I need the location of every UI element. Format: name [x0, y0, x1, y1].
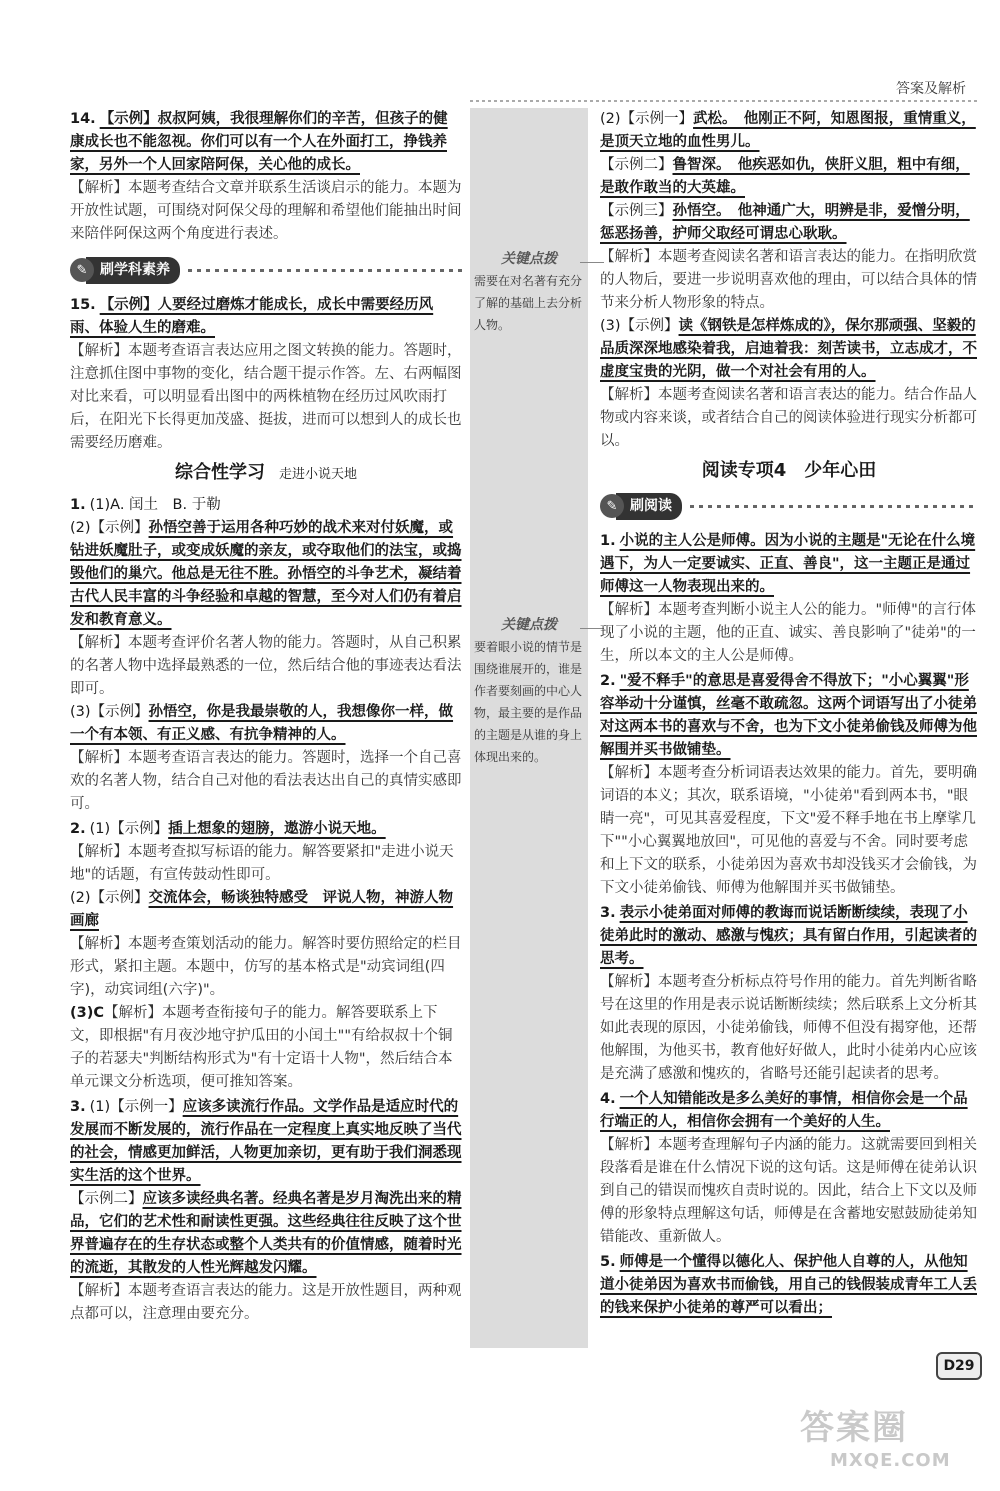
answer-part-2-label: (2)【示例】 — [70, 890, 149, 906]
answer-part-2-label: 【示例二】 — [70, 1191, 143, 1207]
answer-analysis-2: 【解析】本题考查策划活动的能力。解答时要仿照给定的栏目形式，紧扣主题。本题中，仿写的基本格式是"动宾词组(四字)，动宾词组(六字)"。 — [70, 936, 462, 998]
answer-text: 小说的主人公是师傅。因为小说的主题是"无论在什么境遇下，为人一定要诚实、正直、善良"，这一主题正是通过师傅这一人物表现出来的。 — [600, 533, 976, 595]
answer-part-2: 孙悟空善于运用各种巧妙的战术来对付妖魔，或钻进妖魔肚子，或变成妖魔的亲友，或夺取他们的法宝，或捣毁他们的巢穴。他总是无往不胜。孙悟空的斗争艺术，凝结着古代人民丰富的斗争经验和卓越的智慧，至今对人们仍有着启发和教育意义。 — [70, 520, 462, 628]
answer-part-2: 交流体会，畅谈独特感受 评说人物，神游人物画廊 — [70, 890, 454, 929]
answer-part-1-label: (1)【示例】 — [89, 821, 169, 837]
answer-example: 【示例】叔叔阿姨，我很理解你们的辛苦，但孩子的健康成长也不能忽视。你们可以有一个人在外面打工，挣钱养家，另外一个人回家陪阿保，关心他的成长。 — [70, 111, 448, 173]
dotted-divider — [690, 505, 978, 508]
header-title: 答案及解析 — [896, 81, 966, 97]
answer-number: 1. — [600, 533, 616, 549]
header-divider — [470, 100, 980, 102]
reading-answer-3 — [600, 902, 978, 1086]
page-number: D29 — [936, 1352, 982, 1380]
answer-analysis: 【解析】本题考查理解句子内涵的能力。这就需要回到相关段落看是谁在什么情况下说的这句话。这是师傅在徒弟认识到自己的错误而愧疚自责时说的。因此，结合上下文以及师傅的形象特点理解这句话，师傅是在含蓄地安慰鼓励徒弟知错能改、重新做人。 — [600, 1137, 977, 1245]
key-tip-2-text: 要着眼小说的情节是围绕谁展开的，谁是作者要刻画的中心人物，最主要的是作品的主题是从谁的身上体现出来的。 — [474, 640, 583, 764]
watermark-url: MXQE.COM — [830, 1450, 951, 1471]
reading-answer-2 — [600, 670, 978, 900]
section-banner-reading — [600, 492, 978, 520]
answer-part-1: (1)A. 闰土 B. 于勒 — [89, 497, 221, 513]
key-tip-1-title: 关键点拨 — [501, 251, 557, 267]
answer-number: 14. — [70, 111, 96, 127]
answer-analysis-1: 【解析】本题考查拟写标语的能力。解答要紧扣"走进小说天地"的话题，有宣传鼓动性即可。 — [70, 844, 454, 883]
dotted-divider — [188, 269, 462, 272]
key-tip-2-title: 关键点拨 — [501, 617, 557, 633]
right-column — [600, 108, 978, 1322]
answer-number: 2. — [600, 673, 616, 689]
answer-part-2: 应该多读经典名著。经典名著是岁月淘洗出来的精品，它们的艺术性和耐读性更强。这些经典往往反映了这个世界普遍存在的生存状态或整个人类共有的价值情感，随着时光的流逝，其散发的人性光辉越发闪耀。 — [70, 1191, 462, 1276]
answer-number: 3. — [600, 905, 616, 921]
page-header — [0, 72, 1000, 102]
book-icon: ✎ — [600, 494, 624, 518]
answer-1 — [70, 494, 462, 816]
answer-part-2-label: (2)【示例】 — [70, 520, 149, 536]
answer-text: 表示小徒弟面对师傅的教诲而说话断断续续，表现了小徒弟此时的激动、感激与愧疚；具有留白作用，引起读者的思考。 — [600, 905, 977, 967]
answer-number: 4. — [600, 1091, 616, 1107]
answer-analysis-2: 【解析】本题考查评价名著人物的能力。答题时，从自己积累的名著人物中选择最熟悉的一位，然后结合他的事迹表达看法即可。 — [70, 635, 462, 697]
reading-answer-5 — [600, 1251, 978, 1320]
section-subtitle: 走进小说天地 — [278, 467, 357, 482]
answer-part-label: (2)【示例一】 — [600, 111, 694, 127]
answer-number: 2. — [70, 821, 86, 837]
key-tip-2 — [474, 614, 584, 768]
answer-15 — [70, 294, 462, 455]
section-title-text: 综合性学习 — [174, 462, 265, 483]
answer-example: 【示例】人要经过磨炼才能成长，成长中需要经历风雨、体验人生的磨难。 — [70, 297, 434, 336]
watermark-logo: 答案圈 — [800, 1408, 908, 1448]
answer-3 — [70, 1096, 462, 1326]
answer-part-label: 【示例三】 — [600, 203, 673, 219]
answer-analysis: 【解析】本题考查分析词语表达效果的能力。首先，要明确词语的本义；其次，联系语境，"小徒弟"看到两本书，"眼睛一亮"，可见其喜爱程度，下文"爱不释手地在书上摩挲几下""小心翼翼地放回"，可见他的喜爱与不舍。同时要考虑和上下文的联系，小徒弟因为喜欢书却没钱买才会偷钱，为下文小徒弟偷钱、师傅为他解围并买书做铺垫。 — [600, 765, 977, 896]
answer-analysis: 【解析】本题考查分析标点符号作用的能力。首先判断省略号在这里的作用是表示说话断断续续；然后联系上文分析其如此表现的原因，小徒弟偷钱，师傅不但没有揭穿他，还帮他解围，为他买书，教育他好好做人，此时小徒弟内心应该是充满了感激和愧疚的，省略号还能引起读者的思考。 — [600, 974, 977, 1082]
answer-part-1-label: (1)【示例一】 — [89, 1099, 183, 1115]
reading-answer-1 — [600, 530, 978, 668]
answer-example-2: 鲁智深。 他疾恶如仇，侠肝义胆，粗中有细，是敢作敢当的大英雄。 — [600, 157, 970, 196]
answer-example-1: 武松。 他刚正不阿，知恩图报，重情重义，是顶天立地的血性男儿。 — [600, 111, 976, 150]
answer-14 — [70, 108, 462, 246]
answer-analysis-3: 【解析】本题考查语言表达的能力。答题时，选择一个自己喜欢的名著人物，结合自己对他的看法表达出自己的真情实感即可。 — [70, 750, 462, 812]
answer-analysis: 【解析】本题考查阅读名著和语言表达的能力。在指明欣赏的人物后，要进一步说明喜欢他的理由，可以结合具体的情节来分析人物形象的特点。 — [600, 249, 977, 311]
left-column — [70, 108, 462, 1328]
book-icon: ✎ — [70, 258, 94, 282]
answer-analysis: 【解析】本题考查判断小说主人公的能力。"师傅"的言行体现了小说的主题，他的正直、诚实、善良影响了"徒弟"的一生，所以本文的主人公是师傅。 — [600, 602, 976, 664]
answer-analysis: 【解析】本题考查结合文章并联系生活谈启示的能力。本题为开放性试题，可围绕对阿保父母的理解和希望他们能抽出时间来陪伴阿保这两个角度进行表述。 — [70, 180, 462, 242]
section-banner-literacy — [70, 256, 462, 284]
answer-part-1: 应该多读流行作品。文学作品是适应时代的发展而不断发展的，流行作品在一定程度上真实地反映了当代的社会，情感更加鲜活，人物更加亲切，更有助于我们洞悉现实生活的这个世界。 — [70, 1099, 462, 1184]
banner-label: 刷阅读 — [616, 493, 682, 520]
answer-analysis: 【解析】本题考查语言表达的能力。这是开放性题目，两种观点都可以，注意理由要充分。 — [70, 1283, 462, 1322]
answer-number: 15. — [70, 297, 96, 313]
answer-analysis: 【解析】本题考查语言表达应用之图文转换的能力。答题时，注意抓住图中事物的变化，结合题干提示作答。左、右两幅图对比来看，可以明显看出图中的两株植物在经历过风吹雨打后，在阳光下长得更加茂盛、挺拔，进而可以想到人的成长也需要经历磨难。 — [70, 343, 462, 451]
answer-part-3: 孙悟空，你是我最崇敬的人，我想像你一样，做一个有本领、有正义感、有抗争精神的人。 — [70, 704, 454, 743]
answer-text: "爱不释手"的意思是喜爱得舍不得放下；"小心翼翼"形容举动十分谨慎，丝毫不敢疏忽。这两个词语写出了小徒弟对这两本书的喜欢与不舍，也为下文小徒弟偷钱及师傅为他解围并买书做铺垫。 — [600, 673, 977, 758]
answer-number: 5. — [600, 1254, 616, 1270]
answer-number: 3. — [70, 1099, 86, 1115]
key-tip-1-text: 需要在对名著有充分了解的基础上去分析人物。 — [474, 274, 583, 332]
answer-analysis-4: 【解析】本题考查阅读名著和语言表达的能力。结合作品人物或内容来谈，或者结合自己的阅读体验进行现实分析都可以。 — [600, 387, 977, 449]
answer-2-continued — [600, 108, 978, 453]
answer-text: 一个人知错能改是多么美好的事情，相信你会是一个品行端正的人，相信你会拥有一个美好的人生。 — [600, 1091, 968, 1130]
section-title-comprehensive — [70, 461, 462, 486]
answer-analysis-3: 【解析】本题考查衔接句子的能力。解答要联系上下文，即根据"有月夜沙地守护瓜田的小闰土""有给叔叔十个铜子的若瑟夫"判断结构形式为"有十定语十人物"，然后结合本单元课文分析选项，便可推知答案。 — [70, 1005, 453, 1090]
section-title-reading: 阅读专项4 少年心田 — [701, 460, 877, 481]
answer-part-3: (3)C — [70, 1005, 104, 1021]
answer-part-label: 【示例二】 — [600, 157, 673, 173]
answer-number: 1. — [70, 497, 86, 513]
answer-text: 师傅是一个懂得以德化人、保护他人自尊的人，从他知道小徒弟因为喜欢书而偷钱，用自己的钱假装成青年工人丢的钱来保护小徒弟的尊严可以看出； — [600, 1254, 977, 1316]
answer-part-1: 插上想象的翅膀，遨游小说天地。 — [168, 821, 386, 837]
banner-label: 刷学科素养 — [86, 257, 180, 284]
answer-example-3: 孙悟空。 他神通广大，明辨是非，爱憎分明，惩恶扬善，护师父取经可谓忠心耿耿。 — [600, 203, 970, 242]
key-tip-1 — [474, 248, 584, 336]
answer-part-3-label: (3)【示例】 — [70, 704, 149, 720]
reading-answer-4 — [600, 1088, 978, 1249]
answer-example-4: 读《钢铁是怎样炼成的》，保尔那顽强、坚毅的品质深深地感染着我，启迪着我：刻苦读书，立志成才，不虚度宝贵的光阴，做一个对社会有用的人。 — [600, 318, 977, 380]
answer-part-label: (3)【示例】 — [600, 318, 679, 334]
answer-2 — [70, 818, 462, 1094]
